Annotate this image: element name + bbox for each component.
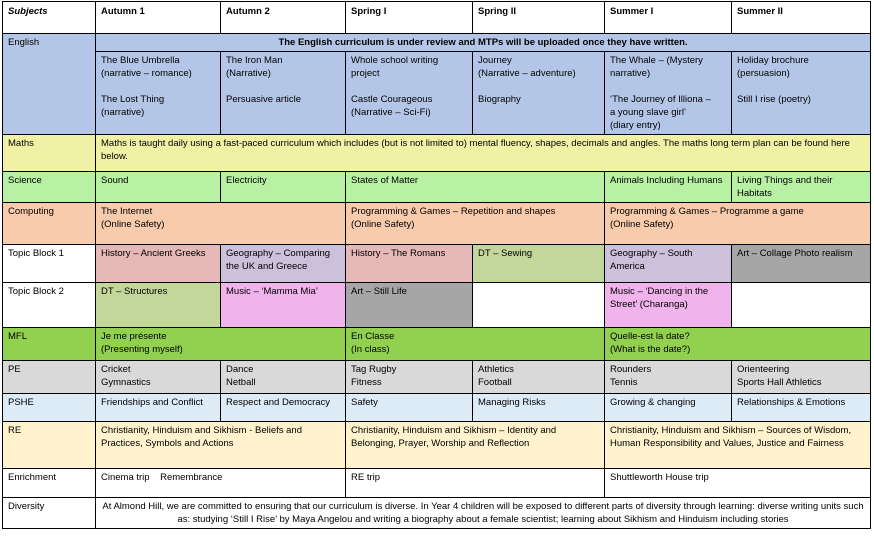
science-cell: Electricity: [221, 172, 346, 203]
subject-label: PE: [3, 361, 96, 394]
mfl-cell: Quelle-est la date? (What is the date?): [605, 328, 871, 361]
pe-cell: Dance Netball: [221, 361, 346, 394]
subject-label: Topic Block 2: [3, 283, 96, 328]
enrichment-cell: Shuttleworth House trip: [605, 469, 871, 498]
subject-label: Diversity: [3, 498, 96, 529]
subject-label: PSHE: [3, 394, 96, 422]
science-cell: Animals Including Humans: [605, 172, 732, 203]
topic-cell: Music – ‘Mamma Mia’: [221, 283, 346, 328]
row-pe: [3, 361, 871, 394]
topic-cell: History – The Romans: [346, 245, 473, 283]
row-re: [3, 422, 871, 469]
subject-label: Topic Block 1: [3, 245, 96, 283]
row-english: [3, 34, 871, 52]
curriculum-table: [2, 1, 871, 529]
pshe-cell: Safety: [346, 394, 473, 422]
english-cell: Holiday brochure (persuasion) Still I rise (poetry): [732, 52, 871, 135]
topic-cell: [473, 283, 605, 328]
pe-cell: Cricket Gymnastics: [96, 361, 221, 394]
header-subjects: Subjects: [3, 2, 96, 34]
topic-cell: DT – Sewing: [473, 245, 605, 283]
diversity-description: At Almond Hill, we are committed to ensuring that our curriculum is diverse. In Year 4 children will be exposed to different parts of diversity through learning: diverse writing units such as: studying ‘Still I Rise’ by Maya Angelou and writing a biography about a female scientist; learning about Sikhism and Hinduism including stories: [96, 498, 871, 529]
row-english-units: [3, 52, 871, 135]
topic-cell: Music – ‘Dancing in the Street’ (Charanga): [605, 283, 732, 328]
science-cell: Living Things and their Habitats: [732, 172, 871, 203]
topic-cell: Art – Collage Photo realism: [732, 245, 871, 283]
re-cell: Christianity, Hinduism and Sikhism – Identity and Belonging, Prayer, Worship and Reflection: [346, 422, 605, 469]
subject-label: Computing: [3, 203, 96, 245]
mfl-cell: Je me présente (Presenting myself): [96, 328, 346, 361]
header-term: Autumn 2: [221, 2, 346, 34]
pe-cell: Athletics Football: [473, 361, 605, 394]
pshe-cell: Respect and Democracy: [221, 394, 346, 422]
english-cell: Journey (Narrative – adventure) Biography: [473, 52, 605, 135]
english-cell: The Whale – (Mystery narrative) ‘The Journey of Illiona – a young slave girl’ (diary entry): [605, 52, 732, 135]
header-term: Autumn 1: [96, 2, 221, 34]
computing-cell: The Internet (Online Safety): [96, 203, 346, 245]
topic-cell: History – Ancient Greeks: [96, 245, 221, 283]
row-mfl: [3, 328, 871, 361]
subject-label: Maths: [3, 135, 96, 172]
english-cell: The Iron Man (Narrative) Persuasive article: [221, 52, 346, 135]
pshe-cell: Managing Risks: [473, 394, 605, 422]
header-term: Summer I: [605, 2, 732, 34]
row-maths: [3, 135, 871, 172]
science-cell: Sound: [96, 172, 221, 203]
topic-cell: Geography – South America: [605, 245, 732, 283]
enrichment-cell: RE trip: [346, 469, 605, 498]
row-diversity: [3, 498, 871, 529]
mfl-cell: En Classe (In class): [346, 328, 605, 361]
subject-label: MFL: [3, 328, 96, 361]
english-cell: Whole school writing project Castle Courageous (Narrative – Sci-Fi): [346, 52, 473, 135]
maths-description: Maths is taught daily using a fast-paced curriculum which includes (but is not limited to) mental fluency, shapes, decimals and angles. The maths long term plan can be found here below.: [96, 135, 871, 172]
header-term: Spring I: [346, 2, 473, 34]
pe-cell: Orienteering Sports Hall Athletics: [732, 361, 871, 394]
english-cell: The Blue Umbrella (narrative – romance) The Lost Thing (narrative): [96, 52, 221, 135]
row-topic-block-2: [3, 283, 871, 328]
pshe-cell: Relationships & Emotions: [732, 394, 871, 422]
row-science: [3, 172, 871, 203]
pe-cell: Tag Rugby Fitness: [346, 361, 473, 394]
enrichment-cell: Cinema trip Remembrance: [96, 469, 346, 498]
row-topic-block-1: [3, 245, 871, 283]
computing-cell: Programming & Games – Programme a game (Online Safety): [605, 203, 871, 245]
topic-cell: Art – Still Life: [346, 283, 473, 328]
subject-label: Science: [3, 172, 96, 203]
english-banner: The English curriculum is under review and MTPs will be uploaded once they have written.: [96, 34, 871, 52]
re-cell: Christianity, Hinduism and Sikhism - Beliefs and Practices, Symbols and Actions: [96, 422, 346, 469]
topic-cell: Geography – Comparing the UK and Greece: [221, 245, 346, 283]
header-term: Spring II: [473, 2, 605, 34]
pshe-cell: Friendships and Conflict: [96, 394, 221, 422]
row-pshe: [3, 394, 871, 422]
header-row: [3, 2, 871, 34]
topic-cell: [732, 283, 871, 328]
row-computing: [3, 203, 871, 245]
subject-label: Enrichment: [3, 469, 96, 498]
pe-cell: Rounders Tennis: [605, 361, 732, 394]
subject-label: RE: [3, 422, 96, 469]
topic-cell: DT – Structures: [96, 283, 221, 328]
header-term: Summer II: [732, 2, 871, 34]
re-cell: Christianity, Hinduism and Sikhism – Sources of Wisdom, Human Responsibility and Values, Justice and Fairness: [605, 422, 871, 469]
row-enrichment: [3, 469, 871, 498]
pshe-cell: Growing & changing: [605, 394, 732, 422]
subject-label: English: [3, 34, 96, 135]
computing-cell: Programming & Games – Repetition and shapes (Online Safety): [346, 203, 605, 245]
science-cell: States of Matter: [346, 172, 605, 203]
